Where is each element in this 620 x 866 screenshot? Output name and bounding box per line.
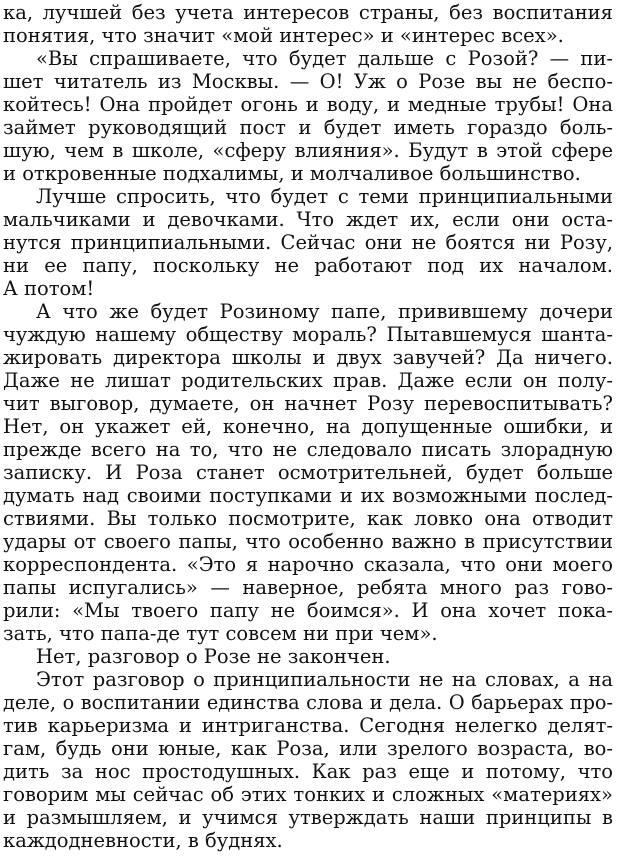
text-line: рили: «Мы твоего папу не боимся». И она хочет пока- [3,599,613,622]
text-line: ствиями. Вы только посмотрите, как ловко она отводит [3,507,613,530]
text-line: папы испугались» — наверное, ребята много раз гово- [3,576,613,599]
text-line: каждодневности, в буднях. [3,829,283,852]
text-line: чит выговор, думаете, он начнет Розу перевоспитывать? [3,392,613,415]
text-line: койтесь! Она пройдет огонь и воду, и медные трубы! Она [3,93,613,116]
text-line: А что же будет Розиному папе, привившему дочери [36,300,613,323]
text-line: корреспондента. «Это я нарочно сказала, что они моего [3,553,613,576]
text-line: нутся принципиальными. Сейчас они не боятся ни Розу, [3,231,613,254]
text-line: и размышляем, и учимся утверждать наши принципы в [3,806,613,829]
text-line: шую, чем в школе, «сферу влияния». Будут в этой сфере [3,139,613,162]
text-line: Лучше спросить, что будет с теми принципиальными [36,185,613,208]
text-line: тив карьеризма и интриганства. Сегодня нелегко делят- [3,714,613,737]
text-line: ка, лучшей без учета интересов страны, без воспитания [3,1,613,24]
text-line: гам, будь они юные, как Роза, или зрелого возраста, во- [3,737,613,760]
text-line: прежде всего на то, что не следовало писать злорадную [3,438,613,461]
text-line: Нет, он укажет ей, конечно, на допущенные ошибки, и [3,415,613,438]
text-line: ни ее папу, поскольку не работают под их началом. [3,254,613,277]
text-line: А потом! [3,277,95,300]
text-line: деле, о воспитании единства слова и дела. О барьерах про- [3,691,613,714]
text-line: жировать директора школы и двух завучей? Да ничего. [3,346,613,369]
text-line: дить за нос простодушных. Как раз еще и потому, что [3,760,613,783]
text-line: зать, что папа-де тут совсем ни при чем». [3,622,438,645]
text-line: записку. И Роза станет осмотрительней, будет больше [3,461,613,484]
text-line: думать над своими поступками и их возможными послед- [3,484,613,507]
text-line: и откровенные подхалимы, и молчаливое большинство. [3,162,581,185]
text-line: мальчиками и девочками. Что ждет их, если они оста- [3,208,613,231]
text-line: «Вы спрашиваете, что будет дальше с Розой? — пи- [36,47,613,70]
text-line: Нет, разговор о Розе не закончен. [36,645,391,668]
text-line: говорим мы сейчас об этих тонких и сложных «материях» [3,783,613,806]
text-line: понятия, что значит «мой интерес» и «интерес всех». [3,24,564,47]
text-line: Этот разговор о принципиальности не на словах, а на [36,668,613,691]
text-line: шет читатель из Москвы. — О! Уж о Розе вы не беспо- [3,70,613,93]
text-line: займет руководящий пост и будет иметь гораздо боль- [3,116,613,139]
text-line: чуждую нашему обществу мораль? Пытавшемуся шанта- [3,323,613,346]
text-line: удары от своего папы, что особенно важно в присутствии [3,530,613,553]
text-line: Даже не лишат родительских прав. Даже если он полу- [3,369,613,392]
